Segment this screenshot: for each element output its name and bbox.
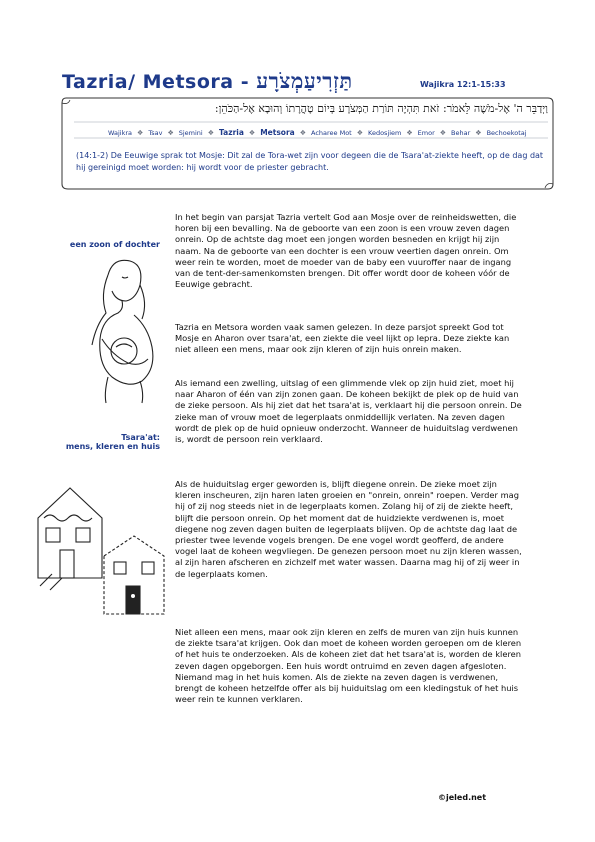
- parasha-item[interactable]: Bechoekotaj: [486, 128, 527, 137]
- title-latin: Tazria/ Metsora -: [62, 71, 257, 93]
- verse-reference: Wajikra 12:1-15:33: [420, 80, 506, 89]
- paragraph-3: Als iemand een zwelling, uitslag of een glimmende vlek op zijn huid ziet, moet hij naar Aharon of één van zijn zonen gaan. De koheen bekijkt de plek op de huid van de zieke persoon. Als hij ziet dat het tsara'at is, verklaart hij die persoon onrein. De zieke man of vrouw moet de legerplaats onmiddellijk verlaten. Na zeven dagen wordt de plek op de huid opnieuw onderzocht. Wanneer de huiduitslag verdwenen is, wordt de persoon rein verklaard.: [175, 378, 522, 445]
- verse-translation: (14:1-2) De Eeuwige sprak tot Mosje: Dit zal de Tora-wet zijn voor degeen die de Tsara'at-ziekte heeft, op de dag dat hij gereinigd moet worden: hij wordt voor de priester gebracht.: [76, 151, 544, 172]
- side-label-tsaraat: [30, 433, 160, 451]
- sep-icon: ❖: [439, 128, 447, 137]
- sep-icon: ❖: [137, 128, 144, 137]
- side-label-tsaraat-title: Tsara'at:: [121, 433, 160, 442]
- parasha-item[interactable]: Kedosjiem: [368, 128, 402, 137]
- paragraph-2: Tazria en Metsora worden vaak samen gelezen. In deze parsjot spreekt God tot Mosje en Aharon over tsara'at, een ziekte die veel lijkt op lepra. Deze ziekte kan niet alleen een mens, maar ook zijn kleren of zijn huis onrein maken.: [175, 322, 510, 355]
- parasha-item[interactable]: Tsav: [148, 128, 163, 137]
- sep-icon: ❖: [406, 128, 413, 137]
- sep-icon: ❖: [356, 128, 364, 137]
- paragraph-5: Niet alleen een mens, maar ook zijn kleren en zelfs de muren van zijn huis kunnen de ziekte tsara'at krijgen. Ook dan moet de koheen worden geroepen om de kleren of het huis te onderzoeken. Als de koheen ziet dat het tsara'at is, worden de kleren zeven dagen opgeborgen. Een huis wordt ontruimd en zeven dagen afgesloten. Niemand mag in het huis komen. Als de ziekte na zeven dagen is verdwenen, brengt de koheen hetzelfde offer als bij huiduitslag om een kledingstuk of het huis weer rein te kunnen verklaren.: [175, 627, 522, 705]
- parasha-item-current[interactable]: Tazria: [219, 128, 244, 137]
- parasha-item[interactable]: Wajikra: [108, 128, 133, 137]
- sep-icon: ❖: [299, 128, 306, 137]
- parasha-item-current[interactable]: Metsora: [260, 128, 295, 137]
- page-title: [62, 68, 353, 94]
- paragraph-1: In het begin van parsjat Tazria vertelt God aan Mosje over de reinheidswetten, die horen bij een bevalling. Na de geboorte van een zoon is een vrouw zeven dagen onrein. Op de achtste dag moet een jongen worden besneden en krijgt hij zijn naam. Na de geboorte van een dochter is een vrouw veertien dagen onrein. Om weer rein te worden, moet de moeder van de baby een vuuroffer naar de ingang van de tent-der-samenkomsten brengen. Dit offer wordt door de koheen vóór de Eeuwige gebracht.: [175, 212, 517, 290]
- sep-icon: ❖: [248, 128, 256, 137]
- footer-copyright: ©jeled.net: [438, 793, 487, 802]
- parasha-item[interactable]: Sjemini: [178, 128, 203, 137]
- parasha-item[interactable]: Acharee Mot: [310, 128, 352, 137]
- side-label-child: een zoon of dochter: [69, 240, 160, 249]
- mother-baby-icon: [78, 255, 168, 405]
- parasha-item[interactable]: Behar: [451, 128, 471, 137]
- parasha-item[interactable]: Emor: [417, 128, 435, 137]
- title-hebrew: תַּזְרִיעַמְצֹרָע: [256, 68, 353, 93]
- houses-icon: [30, 478, 170, 618]
- parasha-nav: [108, 128, 548, 137]
- sep-icon: ❖: [167, 128, 174, 137]
- side-label-tsaraat-sub: mens, kleren en huis: [65, 442, 160, 451]
- sep-icon: ❖: [475, 128, 482, 137]
- sep-icon: ❖: [207, 128, 214, 137]
- hebrew-verse: וַיְדַבֵּר ה' אֶל-מֹשֶׁה לֵּאמֹר: זֹאת תִּהְיֶה תּוֹרַת הַמְּצֹרָע בְּיוֹם טָהֳרָתוֹ וְהוּבָא אֶל-הַכֹּהֵן:: [214, 102, 548, 115]
- paragraph-4: Als de huiduitslag erger geworden is, blijft diegene onrein. De zieke moet zijn kleren inscheuren, zijn haren laten groeien en "onrein, onrein" roepen. Verder mag hij of zij nog steeds niet in de legerplaats komen. Zolang hij of zij de ziekte heeft, blijft die persoon onrein. Op het moment dat de huidziekte verdwenen is, moet diegene nog zeven dagen buiten de legerplaats blijven. Op de achtste dag laat de priester twee levende vogels brengen. De ene vogel wordt geofferd, de andere vogel laat de koheen wegvliegen. De genezen persoon moet nu zijn kleren wassen, al zijn haren afscheren en zichzelf met water wassen. Daarna mag hij of zij weer in de legerplaats komen.: [175, 479, 522, 579]
